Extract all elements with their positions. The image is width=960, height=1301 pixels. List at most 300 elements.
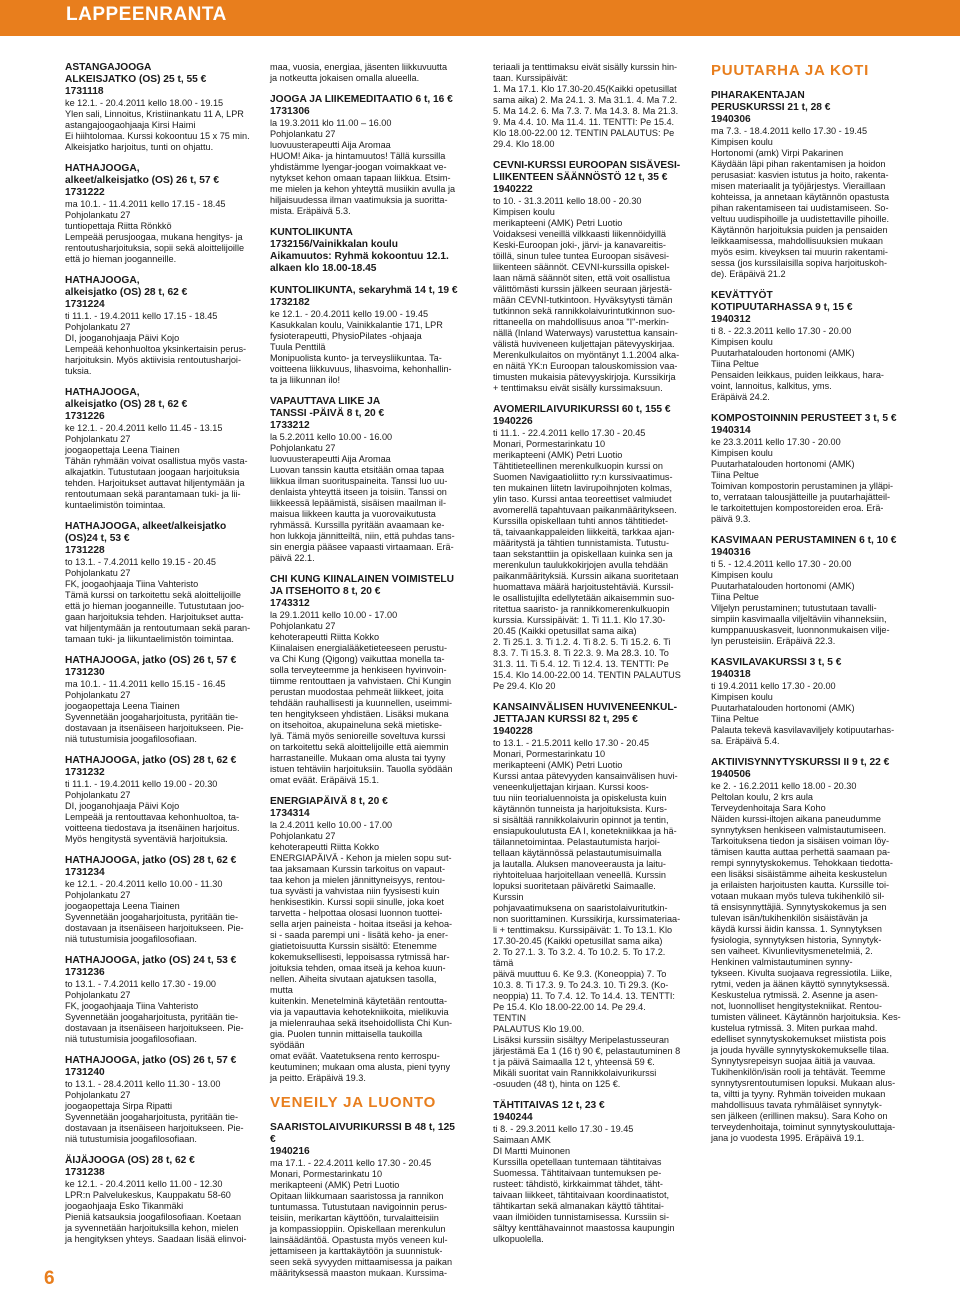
course-text-line: sen vaiheet. Kivunlievitysmenetelmiä, 2. [711,946,873,956]
course-text-line: Monari, Pormestarinkatu 10 [493,439,606,449]
course-text-line: tehden. Harjoitukset auttavat hiljentymään ja [65,478,245,488]
course-text-line: t ja päivä Saimaalla 12 t, yhteensä 59 €. [493,1057,655,1067]
course-text-line: niä tutustumisia joogafilosofiaan. [65,734,197,744]
course-title-line: 1940216 [270,1146,310,1157]
course-text-line: istuen tehtäviin harjoituksiin. Tauolla syödään [270,764,453,774]
course-text-line: Merenkulkulaitos on myöntänyt 1.1.2004 alka- [493,350,680,360]
course-text-line: Käydään läpi pihan rakentamisen ja hoidon [711,159,886,169]
course-text-line: ryhmässä. Kurssilla pyritään avaamaan ke- [270,520,445,530]
course-text-line: sen jälkeen (erillinen maksu). Sara Koho on [711,1111,888,1121]
course-text-line: Ylen sali, Linnoitus, Kristiinankatu 11 A, LPR [65,109,244,119]
course-text-line: niä tutustumisia joogafilosofiaan. [65,1034,197,1044]
course-text-line: 15.4. Klo 14.00-22.00 14. TENTIN PALAUTUS [493,670,681,680]
course-text-line: ja notkeutta jokaisen omalla alueella. [270,73,420,83]
course-text-line: via ja vapauttavia kehotekniikoita, mielikuvia [270,1007,449,1017]
course-text-line: ylin taso. Kurssi antaa teoreettiset valmiudet [493,494,672,504]
course-title-line: 1731230 [65,667,105,678]
course-listing [65,275,253,377]
course-text-line: tellaan käytännössä pelastautumisuimalla [493,848,662,858]
course-title-line: KOTIPUUTARHASSA 9 t, 15 € [711,302,853,313]
course-text-line: Pohjolankatu 27 [270,621,336,631]
course-text-line: määrityksessä maaston mukaan. Kurssima- [270,1268,447,1278]
course-text-line: 17.30-20.45 (Kaikki opetusillat sama aika) [493,936,663,946]
course-title-line: 1731236 [65,967,105,978]
course-text-line: Pohjolankatu 27 [65,990,131,1000]
course-text-line: että jo hieman jooganneille. Tutustutaan joo- [65,601,245,611]
course-text-line: 1. Ma 17.1. Klo 17.30-20.45(Kaikki opetusillat [493,84,677,94]
course-text-line: Pensaiden leikkaus, puiden leikkaus, hara- [711,370,884,380]
course-text-line: Puutarhatalouden hortonomi (AMK) [711,581,855,591]
course-text-line: veneenkuljettajan kirjaan. Kurssi koos- [493,782,649,792]
course-text-line: välistä huviveneen kuljettajan pätevyyskirjaa. [493,339,675,349]
course-text-line: Lisäksi kurssiin sisältyy Meripelastusseuran [493,1035,669,1045]
course-listing [65,1155,253,1245]
course-text-line: la 29.1.2011 kello 10.00 - 17.00 [270,610,398,620]
course-listing [65,521,253,645]
column-2 [270,62,458,1289]
course-text-line: ja peitto. Eräpäivä 19.3. [270,1073,366,1083]
course-text-line: dostavaan ja itsenäiseen harjoitukseen. Pie- [65,923,244,933]
course-listing [711,535,903,647]
course-text-line: ensiapukoulutusta EA I, konetekniikkaa ja hä- [493,826,677,836]
course-text-line: Suomen Navigaatioliitto ry:n kurssivaatimus- [493,472,673,482]
course-title: PIHARAKENTAJAN [711,90,805,101]
course-text-line: ENERGIAPÄIVÄ - Kehon ja mielen sopu sut- [270,853,452,863]
course-title-line: TANSSI -PÄIVÄ 8 t, 20 € [270,408,385,419]
course-text-line: tua syvästi ja vahvistaa niin fyysisesti kuin [270,886,440,896]
course-listing [493,62,681,150]
course-text-line: misen materiaalit ja työjärjestys. Vieraillaan [711,181,886,191]
course-text-line: tarvetta - helpottaa olosasi luonnon tuottei- [270,908,443,918]
course-text-line: 2. Ti 25.1. 3. Ti 1.2. 4. Ti 8.2. 5. Ti 15.2. 6. Ti [493,637,671,647]
course-title: ÄIJÄJOOGA (OS) 28 t, 62 € [65,1155,195,1166]
course-text-line: Keskustelua rytmissä. 2. Asenne ja asen- [711,990,878,1000]
course-text-line: kuntaelimistön toimintaa. [65,500,166,510]
course-text-line: solla terveyteemme ja henkiseen hyvinvoin- [270,665,447,675]
course-text-line: ke 12.1. - 20.4.2011 kello 11.00 - 12.30 [65,1179,223,1189]
course-text-line: kurssia. Kurssipäivät: 1. Ti 11.1. Klo 17.30- [493,615,666,625]
course-title-line: 1731234 [65,867,105,878]
course-text-line: Pe 29.4. Klo 20 [493,681,556,691]
course-text-line: terveydenhoitaja, toiminut synnytyskouluttaja- [711,1122,896,1132]
course-text-line: liikkeessä lepäämistä, sisäisen maailman il- [270,498,446,508]
course-text-line: rentoutumaan sekä parantamaan tuki- ja lii- [65,489,241,499]
course-text-line: liikenteen säännöt. CEVNI-kurssilla opiskel- [493,262,670,272]
course-title-line: 1940312 [711,314,751,325]
course-text-line: merikapteeni (AMK) Petri Luotio [493,450,623,460]
course-text-line: kustelua rytmissä. 3. Miten purkaa mahd. [711,1023,878,1033]
course-text-line: non suorittaminen. Kurssikirja, kurssimateriaa- [493,914,681,924]
course-text-line: Näiden kurssi-iltojen aikana paneudumme [711,814,881,824]
course-text-line: DI Martti Muinonen [493,1146,571,1156]
course-text-line: järjestämä Ea 1 (16 t) 90 €, pelastautuminen 8 [493,1046,681,1056]
course-title-line: 1731232 [65,767,105,778]
course-text-line: Pohjolankatu 27 [65,434,131,444]
course-text-line: Kurssilla opetellaan tuntemaan tähtitaivas [493,1157,662,1167]
course-text-line: timusten mukaisia pätevyyskirjoja. Kurssikirja [493,372,676,382]
course-text-line: 2. To 27.1. 3. To 3.2. 4. To 10.2. 5. To 17.2. tämä [493,947,666,968]
course-text-line: Syvennetään joogaharjoitusta, pyritään tie- [65,912,238,922]
course-text-line: to 13.1. - 21.5.2011 kello 17.30 - 20.45 [493,738,650,748]
course-listing [270,285,458,386]
course-text-line: huomattava määrä harjoitustehtäviä. Kurssil- [493,582,674,592]
course-text-line: ti 19.4.2011 kello 17.30 - 20.00 [711,681,836,691]
course-text-line: tulevan isän/tukihenkilön sisäistävän ja [711,913,868,923]
course-title-line: Aikamuutos: Ryhmä kokoontuu 12.1. [270,251,449,262]
course-text-line: liikkua ilman suorituspaineita. Tanssi luo uu- [270,476,448,486]
course-text-line: ma 17.1. - 22.4.2011 kello 17.30 - 20.45 [270,1158,432,1168]
course-text-line: perustan muodostaa pehmeät liikkeet, joita [270,687,444,697]
course-title: KASVIMAAN PERUSTAMINEN 6 t, 10 € [711,535,897,546]
course-text-line: me mielen ja kehon yhteyttä musiikin avulla ja [270,184,456,194]
course-text-line: taan sekstanttiin ja opiskellaan kuinka sen ja [493,549,673,559]
course-text-line: 10.3. 8. Ti 17.3. 9. To 24.3. 10. Ti 29.3. (Ko- [493,980,669,990]
course-text-line: ti 11.1. - 19.4.2011 kello 17.15 - 18.45 [65,311,218,321]
course-text-line: Puutarhatalouden hortonomi (AMK) [711,348,855,358]
course-title-line: 1731306 [270,106,310,117]
course-text-line: päivä 22.1. [270,553,315,563]
course-text-line: lyn perusteisiin. Eräpäivä 22.3. [711,636,836,646]
course-text-line: teriaali ja tenttimaksu eivät sisälly kurssin hin- [493,62,678,72]
course-text-line: lyä. Tämä myös senioreille soveltuva kurssi [270,731,446,741]
course-text-line: giatietoisuutta Kurssin sisältö: Etenemme [270,941,437,951]
course-text-line: en näitä YK:n Euroopan talouskomission vaa- [493,361,678,371]
course-listing [270,796,458,1084]
course-text-line: merikapteeni (AMK) Petri Luotio [493,760,623,770]
course-title-line: 1940226 [493,416,533,427]
course-listing [493,160,681,394]
course-text-line: Pohjolankatu 27 [65,790,131,800]
course-text-line: ta, viltti ja tyyny. Ryhmän toiveiden mukaan [711,1089,886,1099]
course-text-line: Mikäli suoritat vain Rannikkolaivurikurssi [493,1068,657,1078]
course-text-line: Suomessa. Tähtitaivaan tuntemuksen pe- [493,1168,662,1178]
course-text-line: Lempeää perusjoogaa, mukana hengitys- ja [65,232,243,242]
course-text-line: lopuksi suoritetaan päiväretki Saimaalle. Kurssin [493,881,656,902]
course-listing [65,755,253,845]
section-block [711,62,903,80]
course-title: VAPAUTTAVA LIIKE JA [270,396,381,407]
course-text-line: rempi synnytyskokemus. Tehokkaan tiedotta- [711,858,893,868]
course-text-line: Pohjolankatu 27 [65,690,131,700]
course-listing [65,1055,253,1145]
course-title-line: 1731118 [65,86,104,97]
course-text-line: Pieniä katsauksia joogafilosofiaan. Koetaan [65,1212,242,1222]
course-text-line: tiimme rentouttaen ja vahvistaen. Chi Kungin [270,676,452,686]
course-text-line: la 2.4.2011 kello 10.00 - 17.00 [270,820,393,830]
course-text-line: kumppanuuskasveit, luonnonmukaisen vilje- [711,625,890,635]
course-text-line: Tähän ryhmään voivat osallistua myös vasta- [65,456,248,466]
course-text-line: dostavaan ja itsenäiseen harjoitukseen. Pie- [65,1023,244,1033]
course-title: JOOGA JA LIIKEMEDITAATIO 6 t, 16 € [270,94,453,105]
course-title: AVOMERILAIVURIKURSSI 60 t, 155 € [493,404,671,415]
course-text-line: Toimivan kompostorin perustaminen ja ylläpi- [711,481,894,491]
course-title-line: 1940506 [711,769,751,780]
course-title-line: 1731238 [65,1167,105,1178]
course-listing [270,396,458,564]
course-text-line: omat eväät. Vaatetuksena rento kerrospu- [270,1051,440,1061]
course-title: SAARISTOLAIVURIKURSSI B 48 t, 125 € [270,1122,455,1145]
course-text-line: mään CEVNI-tutkintoon. Hyväksytysti tämän [493,295,673,305]
course-text-line: joogaopettaja Leena Tiainen [65,701,180,711]
course-title-line: alkeet/alkeisjatko (OS) 26 t, 57 € [65,175,220,186]
course-text-line: nytykset kehon omaan tapaan liikkua. Etsim- [270,173,451,183]
course-text-line: Pohjolankatu 27 [270,129,336,139]
course-title: HATHAJOOGA, jatko (OS) 28 t, 62 € [65,855,237,866]
course-text-line: ke 12.1. - 20.4.2011 kello 10.00 - 11.30 [65,879,223,889]
course-text-line: kokemuksellisesti, leppoisassa rytmissä har- [270,952,450,962]
course-text-line: tutkinnon sekä rannikkolaivurintutkinnon suo- [493,306,676,316]
course-text-line: nellen. Aiheita sivutaan ajatuksen tasolla, mutta [270,974,437,995]
course-text-line: tuu niin teorialuennoista ja opiskelusta kuin [493,793,667,803]
course-text-line: Tiina Peltue [711,592,759,602]
course-text-line: rittaneella on mahdollisuus anoa "I"-merkin- [493,317,669,327]
course-title-line: 1733212 [270,420,310,431]
course-title-line: 1731228 [65,545,105,556]
course-text-line: luovuusterapeutti Aija Aromaa [270,140,391,150]
course-text-line: taivaan liikkeet, tähtitaivaan koordinaatistot, [493,1190,670,1200]
course-text-line: merikapteeni (AMK) Petri Luotio [493,218,623,228]
course-text-line: HUOM! Aika- ja hintamuutos! Tällä kurssilla [270,151,446,161]
course-text-line: ti 8. - 22.3.2011 kello 17.30 - 20.00 [711,326,852,336]
course-text-line: ti 11.1. - 22.4.2011 kello 17.30 - 20.45 [493,428,646,438]
course-text-line: lainsäädäntöä. Opastusta myös veneen kul- [270,1235,448,1245]
course-text-line: joogaohjaaja Esko Tikanmäki [65,1201,184,1211]
course-title-line: 1940222 [493,184,533,195]
course-text-line: rytmi, veden ja äänen käyttö synnytyksessä. [711,979,890,989]
course-text-line: leikkaamisessa, mahdollisuuksien mukaan [711,236,883,246]
course-text-line: määritystä ja tähtien tunnistamista. Tutustu- [493,538,669,548]
course-text-line: tuntiopettaja Riitta Rönkkö [65,221,172,231]
course-text-line: ulkopuolella. [493,1234,544,1244]
course-text-line: si sisältää rannikkolaivurin opinnot ja tentin, [493,815,669,825]
course-text-line: tuksia. [65,366,92,376]
course-text-line: fysioterapeutti, PhysioPilates -ohjaaja [270,331,422,341]
course-text-line: Myös hengitystä syventäviä harjoituksia. [65,834,228,844]
course-text-line: synnytyksen henkiseen valmistautumiseen. [711,825,886,835]
course-text-line: on itsehoitoa, akupaineluna sekä mietiske- [270,720,442,730]
course-text-line: la 19.3.2011 klo 11.00 – 16.00 [270,118,392,128]
course-text-line: Kasukkalan koulu, Vainikkalantie 171, LPR [270,320,443,330]
course-text-line: seen sekä syvyyden mittaamisessa ja paikan [270,1257,453,1267]
course-text-line: ja mielenrauhaa sekä itsehoidollista Chi Kun- [270,1018,453,1028]
course-text-line: neoppia) 11. To 7.4. 12. To 14.4. 13. TENTTI: [493,991,675,1001]
course-text-line: to 10. - 31.3.2011 kello 18.00 - 20.30 [493,196,642,206]
course-text-line: jana jo vuodesta 1995. Eräpäivä 19.1. [711,1133,865,1143]
section-block [270,1094,458,1112]
course-text-line: tähtikartan sekä almanakan käyttö tähtitai- [493,1201,664,1211]
course-title: KANSAINVÄLISEN HUVIVENEENKUL- [493,702,677,713]
course-listing [65,163,253,265]
course-text-line: FK, joogaohjaaja Tiina Vahteristo [65,1001,199,1011]
course-text-line: Pohjolankatu 27 [65,210,131,220]
course-listing [270,1122,458,1279]
course-text-line: edelliset synnytyskokemukset miistista pois [711,1034,886,1044]
course-text-line: ja hengityksen yhteys. Saadaan lisää elinvoi- [65,1234,247,1244]
course-text-line: sama aika) 2. Ma 24.1. 3. Ma 31.1. 4. Ma 7.2. [493,95,678,105]
course-title: ASTANGAJOOGA [65,62,152,73]
course-text-line: tykseen. Kivulta suojaava regressiotila. Liike, [711,968,893,978]
course-text-line: ke 12.1. - 20.4.2011 kello 11.45 - 13.15 [65,423,223,433]
course-title: HATHAJOOGA, jatko (OS) 28 t, 62 € [65,755,237,766]
course-text-line: Syvennetään joogaharjoitusta, pyritään tie- [65,712,238,722]
course-listing [493,702,681,1090]
course-text-line: to 13.1. - 28.4.2011 kello 11.30 - 13.00 [65,1079,221,1089]
course-text-line: yhdistämme Iyengar-joogan voimakkaat ve- [270,162,447,172]
course-text-line: Luovan tanssin kautta etsitään omaa tapaa [270,465,445,475]
course-text-line: Lempeää ja rentouttavaa kehonhuoltoa, ta- [65,812,240,822]
course-listing [270,94,458,217]
course-text-line: synnytysrentoutumisen lopuksi. Mukaan alus- [711,1078,896,1088]
course-title-line: 1940314 [711,425,751,436]
course-text-line: Tuula Penttilä [270,342,326,352]
course-text-line: Monipuolista kunto- ja terveysliikuntaa. Ta- [270,353,442,363]
course-text-line: kohteissa, ja annetaan käytännön opastusta [711,192,890,202]
course-text-line: Voidaksesi veneillä vilkkaasti liikennöidyillä [493,229,666,239]
course-title: HATHAJOOGA, [65,275,140,286]
course-text-line: Klo 18.00-22.00 12. TENTIN PALAUTUS: Pe [493,128,675,138]
course-text-line: alkajatkin. Tutustutaan joogaan harjoituksia [65,467,240,477]
course-text-line: Pohjolankatu 27 [65,1090,131,1100]
course-title: KASVILAVAKURSSI 3 t, 5 € [711,657,842,668]
course-text-line: harjoituksin. Myös aktiivisia rentoutusharjoi- [65,355,241,365]
course-title: KEVÄTTYÖT [711,290,773,301]
course-text-line: teisiin, merikartan käyttöön, turvalaitteisiin [270,1213,439,1223]
course-text-line: Palauta tekevä kasvilavaviljely kotipuutarhas- [711,725,895,735]
course-text-line: ten mukainen liitetn lavirupoihnjoten kolmas, [493,483,673,493]
course-listing [711,90,903,280]
course-text-line: tumisten välineet. Käytännön harjoituksia. Kes- [711,1012,901,1022]
course-text-line: Opitaan liikkumaan saaristossa ja rannikon [270,1191,444,1201]
course-text-line: votaan mukaan myös tuleva tukihenkilö sil- [711,891,885,901]
course-title: HATHAJOOGA, [65,387,140,398]
course-text-line: Henkinen valmistautuminen synny- [711,957,853,967]
course-title-line: 1940306 [711,114,751,125]
course-text-line: tä, taivaankappaleiden liikkeitä, tarkkaa ajan- [493,527,675,537]
course-text-line: Monari, Pormestarinkatu 10 [270,1169,383,1179]
course-text-line: dostavaan ja itsenäiseen harjoitukseen. Pie- [65,723,244,733]
course-text-line: 31.3. 11. Ti 5.4. 12. Ti 12.4. 13. TENTTI: Pe [493,659,669,669]
course-text-line: luovuusterapeutti Aija Aromaa [270,454,391,464]
column-3 [493,62,681,1255]
course-title: KOMPOSTOINNIN PERUSTEET 3 t, 5 € [711,413,897,424]
course-text-line: Kurssi antaa pätevyyden kansainvälisen huvi- [493,771,678,781]
course-title: CHI KUNG KIINALAINEN VOIMISTELU [270,574,454,585]
course-listing [711,413,903,525]
course-text-line: denlaista yhteyttä itseen ja toisiin. Tanssi on [270,487,447,497]
course-text-line: Pohjolankatu 27 [270,831,336,841]
course-text-line: merenkulun taulukkokirjojen avulla tehdään [493,560,669,570]
course-text-line: fysiologia, synnytyksen historia, Synnytyk- [711,935,882,945]
course-listing [270,62,458,84]
course-text-line: ten hengitykseen yhdistäen. Lisäksi mukana [270,709,449,719]
course-title-line: alkeisjatko (OS) 28 t, 62 € [65,399,188,410]
course-text-line: Pe 15.4. Klo 18.00-22.00 14. Pe 29.4. TENTIN [493,1002,646,1023]
course-title: KUNTOLIIKUNTA [270,227,353,238]
course-text-line: Saimaan AMK [493,1135,551,1145]
course-text-line: Kiinalaisen energialääketieteeseen perustu- [270,643,448,653]
course-text-line: not, luonnolliset hengitystekniikat. Rentou- [711,1001,882,1011]
course-text-line: Keski-Euroopan joki-, järvi- ja kanavareitis- [493,240,666,250]
course-title-line: 1731240 [65,1067,105,1078]
course-text-line: niä tutustumisia joogafilosofiaan. [65,1134,197,1144]
course-text-line: taa jaksamaan Kurssin tarkoitus on vapaut- [270,864,445,874]
course-text-line: ja syvennetään harjoituksilla kehon, mielen [65,1223,239,1233]
course-title-line: 1732182 [270,297,310,308]
course-text-line: laan nämä säännöt siten, että voit osallistua [493,273,671,283]
course-title-line: 1732156/Vainikkalan koulu [270,239,398,250]
course-text-line: Monari, Pormestarinkatu 10 [493,749,606,759]
course-text-line: perusasiat: kasvien istutus ja hoito, rakenta- [711,170,889,180]
course-text-line: kuitenkin. Menetelminä käytetään rentoutta- [270,996,448,1006]
course-text-line: Pohjolankatu 27 [65,890,131,900]
course-text-line: että jo hieman jooganneille. [65,254,177,264]
course-text-line: simpiin kasvimaalla viljeltäviin vihanneksiin, [711,614,887,624]
course-text-line: le osallistujilta edellytetään aikaisemmin suo- [493,593,675,603]
course-text-line: sin energia pääsee vapaasti virtaamaan. Erä- [270,542,454,552]
course-text-line: taan. Kurssipäivät: [493,73,569,83]
course-text-line: Kimpisen koulu [711,692,773,702]
course-text-line: kehoterapeutti Riitta Kokko [270,842,380,852]
course-text-line: paikanmäärityksiä. Kurssin aikana suoritetaan [493,571,679,581]
section-heading: PUUTARHA JA KOTI [711,62,870,79]
course-text-line: 5. Ma 14.2. 6. Ma 7.3. 7. Ma 14.3. 8. Ma 21.3. [493,106,679,116]
course-text-line: ke 12.1. - 20.4.2011 kello 18.00 - 19.15 [65,98,224,108]
course-listing [65,955,253,1045]
course-text-line: PALAUTUS Klo 19.00. [493,1024,585,1034]
course-text-line: joogaopettaja Sirpa Ripatti [65,1101,173,1111]
course-text-line: + tenttimaksu eivät sisälly kurssimaksuun. [493,383,663,393]
course-text-line: Peltolan koulu, 2 krs aula [711,792,813,802]
course-listing [65,855,253,945]
course-listing [65,387,253,511]
course-text-line: päivä muuttuu 6. Ke 9.3. (Koneoppia) 7. To [493,969,667,979]
course-text-line: DI, jooganohjaaja Päivi Kojo [65,801,180,811]
course-text-line: ja lautalla. Aluksen manoveerausta ja laitu- [493,859,666,869]
course-text-line: Käytännön harjoituksia puiden ja pensaiden [711,225,888,235]
course-text-line: Tukihenkilön/isän rooli ja tehtävät. Teemme [711,1067,886,1077]
course-title-line: 1734314 [270,808,310,819]
course-text-line: ma 10.1. - 11.4.2011 kello 15.15 - 16.45 [65,679,226,689]
course-text-line: vaan ilmiöiden tunnistamisessa. Kurssiin si- [493,1212,669,1222]
course-text-line: 20.45 (Kaikki opetusillat sama aika) [493,626,637,636]
section-heading: VENEILY JA LUONTO [270,1094,437,1111]
course-text-line: täilannetoimintaa. Pelastautumista harjoi- [493,837,660,847]
course-text-line: Syvennetään joogaharjoitusta, pyritään tie- [65,1012,238,1022]
course-listing [711,290,903,403]
course-text-line: henkisestikin. Kurssi sopii sinulle, joka koet [270,897,444,907]
course-text-line: gaan harjoituksia tehden. Harjoitukset autta- [65,612,244,622]
course-title: CEVNI-KURSSI EUROOPAN SISÄVESI- [493,160,681,171]
course-text-line: astangajoogaohjaaja Kirsi Haimi [65,120,196,130]
page-number: 6 [44,1268,55,1289]
course-text-line: ja jouda hyvälle synnytyskokemukselle tilaa. [711,1045,890,1055]
course-title: TÄHTITAIVAS 12 t, 23 € [493,1100,605,1111]
course-listing [65,62,253,153]
course-text-line: Kimpisen koulu [711,137,773,147]
course-text-line: va Chi Kung (Qigong) vaikuttaa monella ta- [270,654,445,664]
course-text-line: nällä (Inland Waterways) varustettua kansain- [493,328,678,338]
course-text-line: gia. Puolen tunnin mittaisella taukoilla syödään [270,1029,423,1050]
course-title: HATHAJOOGA, [65,163,140,174]
course-text-line: myös esim. kiveyksen tai muurin rakentami- [711,247,888,257]
course-text-line: tamaan tuki- ja liikuntaelimistön toimintaa. [65,634,234,644]
course-text-line: to 13.1. - 7.4.2011 kello 19.15 - 20.45 [65,557,217,567]
course-text-line: välittömästi kurssin jälkeen seuraan järjestä- [493,284,673,294]
course-text-line: ritettua saaristo- ja rannikkomerenkulkuopin [493,604,670,614]
course-text-line: 29.4. Klo 18.00 [493,139,555,149]
course-text-line: ti 5. - 12.4.2011 kello 17.30 - 20.00 [711,559,852,569]
course-text-line: to 13.1. - 7.4.2011 kello 17.30 - 19.00 [65,979,217,989]
